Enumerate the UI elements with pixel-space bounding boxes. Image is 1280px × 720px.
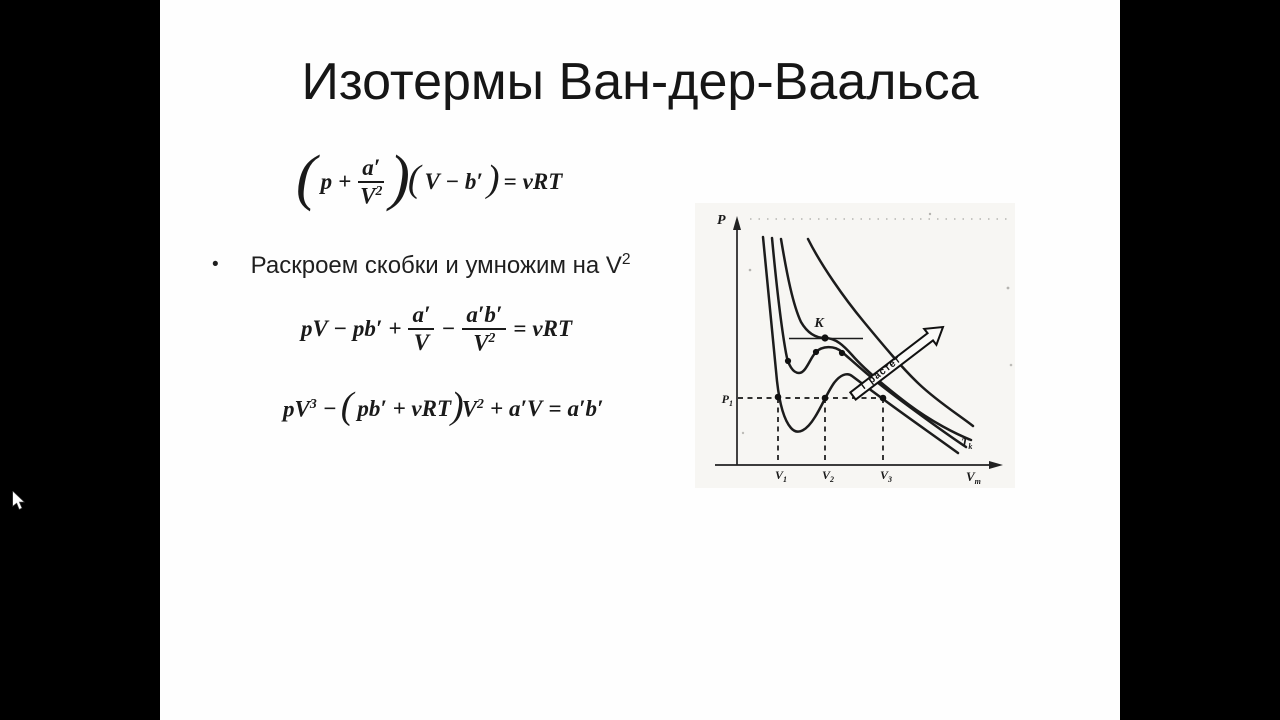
p1-label: $P_1$ <box>721 392 733 408</box>
equals-sign: = <box>548 396 562 422</box>
close-paren: ) <box>486 158 500 201</box>
open-paren: ( <box>340 385 354 427</box>
open-paren: ( <box>296 144 317 213</box>
term-pv-minus-pb: pV − pb′ <box>301 316 383 342</box>
dashed-guides <box>738 398 884 463</box>
v-axis <box>715 461 1003 469</box>
critical-point-dot <box>821 334 828 341</box>
term-ab: a′b′ <box>567 396 604 422</box>
term-nrt: νRT <box>532 316 573 342</box>
mouse-cursor-icon <box>11 491 27 511</box>
term-av: a′V <box>509 396 543 422</box>
isotherm-curve-critical <box>781 239 971 440</box>
fraction-a-over-v: $\frac{a'}{V}$ <box>408 303 434 355</box>
bullet-marker: • <box>212 254 219 275</box>
term-pv3: $pV^3$ <box>283 395 317 422</box>
v2-label: $V_2$ <box>822 468 835 484</box>
close-paren: ) <box>451 385 464 427</box>
term-nrt: νRT <box>522 169 563 195</box>
p-axis <box>733 216 741 465</box>
plus-sign: + <box>338 169 352 195</box>
term-pb-plus-nrt: pb′ + νRT <box>357 396 452 422</box>
term-v2: $V^2$ <box>461 395 484 422</box>
presentation-slide <box>160 0 1120 720</box>
slide-title: Изотермы Ван-дер-Ваальса <box>301 53 979 111</box>
isotherm-curve-t3 <box>808 239 973 426</box>
arrow-temperature-increase <box>850 327 943 400</box>
isotherm-figure <box>695 203 1015 488</box>
fraction-a-over-v2: $\frac{a'}{V^2}$ <box>360 155 383 209</box>
equals-sign: = <box>513 316 527 342</box>
plus-sign: + <box>388 316 402 342</box>
arrow-label: Т растет <box>857 354 904 393</box>
v-axis-label: $V_m$ <box>966 469 981 486</box>
formula-cubic <box>280 385 606 427</box>
minus-sign: − <box>322 396 337 422</box>
formula-expanded <box>298 303 575 356</box>
right-letterbox-bar <box>1120 0 1280 720</box>
v1-label: $V_1$ <box>775 468 788 484</box>
minus-sign: − <box>441 316 456 342</box>
left-letterbox-bar <box>0 0 160 720</box>
close-paren: ) <box>389 144 410 213</box>
bullet-text: Раскроем скобки и умножим на V <box>250 252 622 279</box>
tk-label: $T_k$ <box>961 435 973 451</box>
term-v-minus-b: V − b′ <box>424 169 483 195</box>
fraction-ab-over-v2: $\frac{a'b'}{V^2}$ <box>462 303 506 356</box>
p-axis-label: P <box>717 213 726 228</box>
plus-sign: + <box>489 396 504 422</box>
open-paren: ( <box>407 158 421 201</box>
bullet-text-exponent: 2 <box>621 251 631 268</box>
var-p: p <box>320 169 333 195</box>
formula-vdw-equation <box>295 144 565 213</box>
bullet-item <box>212 251 631 280</box>
critical-point-label: K <box>814 316 824 331</box>
equals-sign: = <box>503 169 517 195</box>
v3-label: $V_3$ <box>880 468 893 484</box>
